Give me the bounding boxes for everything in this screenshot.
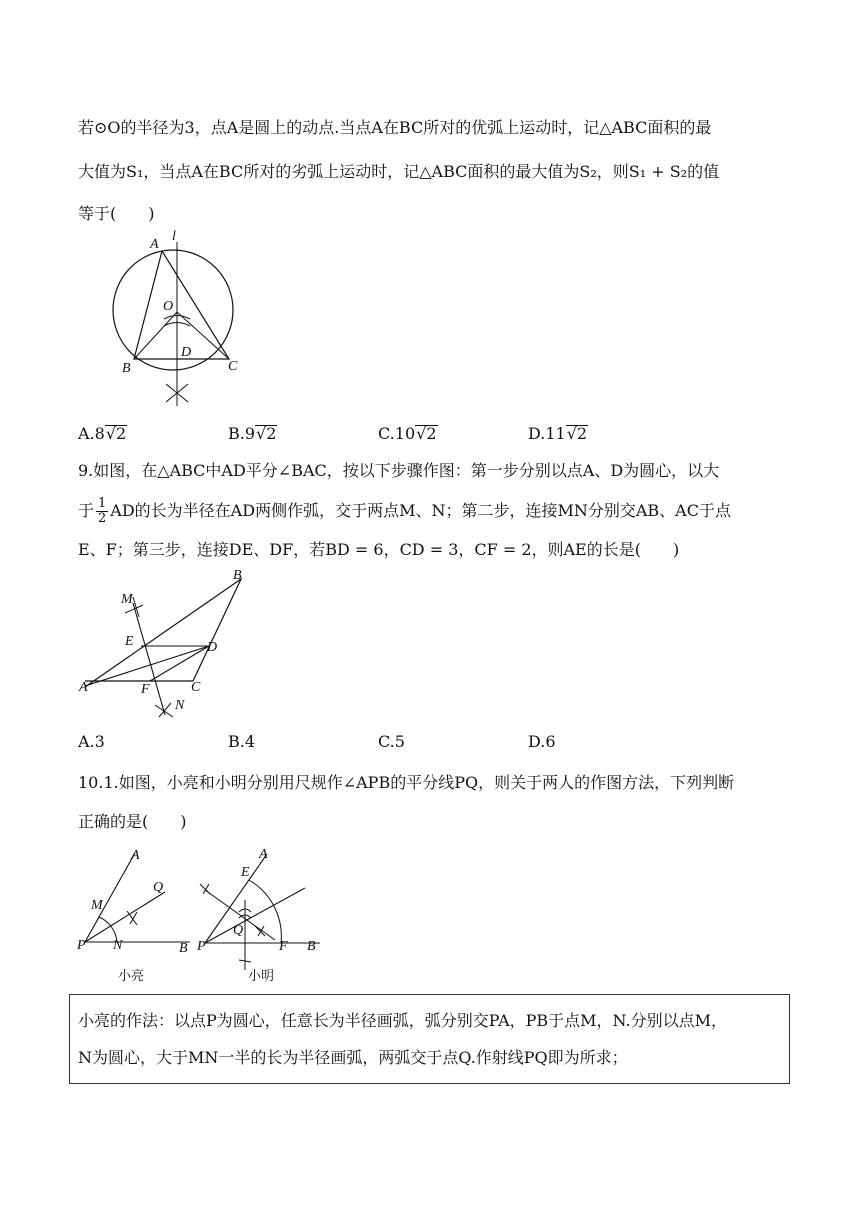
q9-line-2: [78, 497, 731, 526]
label-d: D: [181, 345, 192, 360]
q9-triangle-figure: [75, 565, 265, 725]
q8-line-3: 等于( ): [78, 204, 155, 223]
q9-line-2-pre: 于: [78, 501, 95, 520]
q8-option-b[interactable]: [228, 424, 277, 444]
q9-fraction-num: 1: [98, 496, 107, 511]
q8-option-c-label: C.10: [378, 424, 416, 443]
ray-pq: [205, 888, 305, 943]
q8-circle-figure: [100, 224, 260, 409]
q9-line-3: E、F；第三步，连接DE、DF，若BD = 6，CD = 3，CF = 2，则AE的长是( ): [78, 540, 680, 559]
label-e: E: [241, 865, 250, 880]
q8-line-2: 大值为S₁，当点A在BC所对的劣弧上运动时，记△ABC面积的最大值为S₂，则S₁ + S₂的值: [78, 162, 720, 181]
q8-option-b-radical: √2: [256, 424, 277, 443]
label-p: P: [197, 939, 206, 954]
q10-method-box: [69, 994, 790, 1084]
label-o: O: [163, 299, 174, 314]
q9-line-1: 9.如图，在△ABC中AD平分∠BAC，按以下步骤作图：第一步分别以点A、D为圆心，以大: [78, 461, 720, 480]
label-a: A: [150, 237, 159, 252]
q9-line-2-post: AD的长为半径在AD两侧作弧，交于两点M、N；第二步，连接MN分别交AB、AC于点: [110, 501, 731, 520]
line-mn: [133, 603, 165, 715]
label-p: P: [77, 938, 86, 953]
label-b: B: [233, 568, 242, 583]
q8-option-a[interactable]: [78, 424, 127, 444]
label-f: F: [279, 939, 288, 954]
label-c: C: [191, 680, 201, 695]
q9-option-a[interactable]: A.3: [78, 732, 105, 751]
label-b: B: [307, 939, 316, 954]
q9-fraction: [96, 497, 108, 526]
q8-option-d[interactable]: [528, 424, 588, 444]
label-a: A: [131, 848, 140, 863]
q8-option-a-label: A.8: [78, 424, 105, 443]
q8-option-b-radicand: 2: [266, 424, 277, 443]
q10-caption-xiaoming: 小明: [248, 969, 275, 984]
label-e: E: [125, 634, 134, 649]
q8-line-1: 若⊙O的半径为3，点A是圆上的动点.当点A在BC所对的优弧上运动时，记△ABC面积的最: [78, 118, 712, 137]
q8-option-d-radicand: 2: [576, 424, 588, 443]
q9-fraction-den: 2: [98, 511, 107, 526]
segment-df: [150, 646, 209, 681]
label-f: F: [141, 682, 150, 697]
q10-line-2: 正确的是( ): [78, 812, 187, 831]
label-m: M: [91, 898, 103, 913]
q8-option-a-radical: √2: [105, 424, 127, 443]
q8-option-b-label: B.9: [228, 424, 256, 443]
q10-figure-xiaoliang: [75, 845, 195, 985]
q8-option-d-radical: √2: [566, 424, 588, 443]
q10-box-line-2: N为圆心，大于MN一半的长为半径画弧，两弧交于点Q.作射线PQ即为所求；: [78, 1048, 628, 1067]
label-q: Q: [233, 923, 244, 938]
q9-option-c[interactable]: C.5: [378, 732, 405, 751]
label-l: l: [172, 229, 176, 244]
label-n: N: [175, 698, 185, 713]
label-q: Q: [153, 880, 164, 895]
label-d: D: [207, 640, 218, 655]
q10-line-1: 10.1.如图，小亮和小明分别用尺规作∠APB的平分线PQ，则关于两人的作图方法，下列判断: [78, 773, 735, 792]
q9-option-d[interactable]: D.6: [528, 732, 556, 751]
triangle-abc: [85, 579, 241, 687]
q10-box-line-1: 小亮的作法：以点P为圆心，任意长为半径画弧，弧分别交PA，PB于点M，N.分别以点M，: [78, 1011, 727, 1030]
label-b: B: [179, 941, 188, 956]
q8-option-c-radical: √2: [416, 424, 437, 443]
label-a: A: [259, 847, 268, 862]
q10-figure-xiaoming: [195, 840, 335, 985]
q8-option-a-radicand: 2: [116, 424, 127, 443]
q8-option-d-label: D.11: [528, 424, 566, 443]
q8-option-c[interactable]: [378, 424, 438, 444]
label-n: N: [113, 938, 123, 953]
label-b: B: [122, 361, 131, 376]
q9-option-b[interactable]: B.4: [228, 732, 256, 751]
q8-option-c-radicand: 2: [426, 424, 437, 443]
q10-caption-xiaoliang: 小亮: [118, 969, 145, 984]
label-a: A: [79, 680, 88, 695]
label-c: C: [228, 359, 238, 374]
label-m: M: [121, 592, 133, 607]
